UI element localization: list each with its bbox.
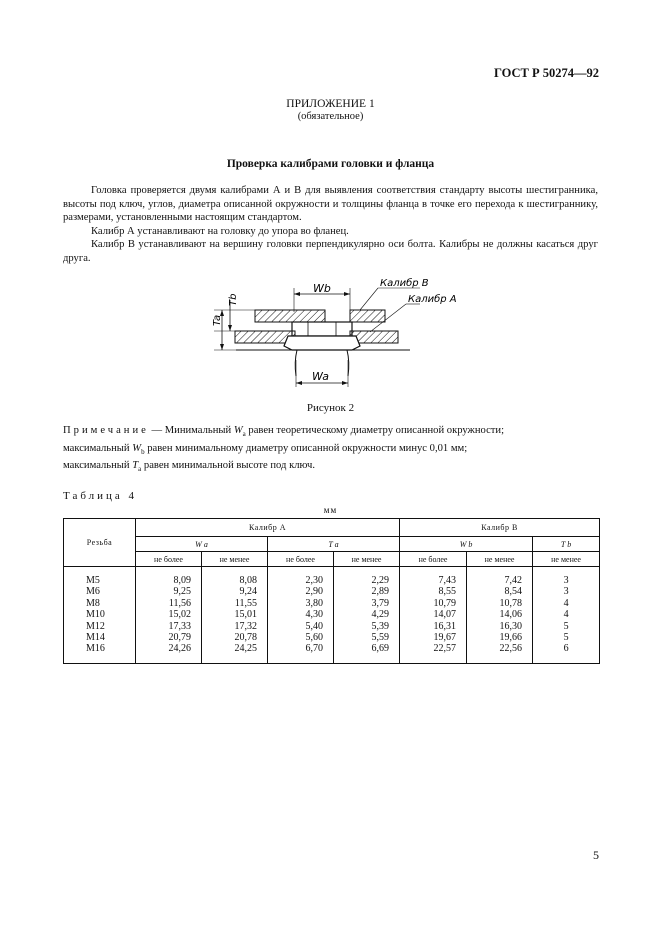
col-wb-max (400, 567, 467, 664)
table-cell: 5,59 (371, 632, 390, 644)
wa-label: Wa (312, 370, 330, 383)
table-cell: 3,80 (305, 597, 323, 609)
table-cell: 2,89 (371, 586, 390, 598)
col-ta-max (268, 567, 334, 664)
table-cell: 17,33 (168, 620, 191, 632)
table-cell: M6 (86, 586, 100, 598)
table-cell: 2,90 (305, 586, 323, 598)
kalibr-b-right-plate (350, 310, 385, 322)
table-cell: 5 (563, 632, 569, 644)
kalibr-b-left-plate (255, 310, 325, 322)
table-cell: 19,66 (499, 632, 523, 644)
table-cell: M14 (86, 632, 105, 644)
group-b-header: Калибр В (400, 519, 600, 537)
table-cell: 4,29 (371, 609, 390, 621)
table-caption: Таблица 4 (63, 490, 138, 502)
wb-label: Wb (313, 282, 331, 295)
section-title: Проверка калибрами головки и фланца (226, 158, 435, 170)
table-cell: 4 (563, 597, 569, 609)
table-cell: 14,06 (499, 609, 523, 621)
table-cell: 4,30 (305, 609, 323, 621)
table-cell: 20,78 (234, 632, 257, 644)
paragraph-1: Головка проверяется двумя калибрами А и В для выявления соответствия стандарту высоты шестигранника, высоты под ключ, углов, диаметра описанной окружности и толщины фланца в точке его перехода к шестиграннику, размерами, установленными настоящим стандартом. (63, 185, 598, 224)
table-cell: 16,30 (499, 620, 523, 632)
table-cell: 19,67 (433, 632, 457, 644)
wb-min-header: не менее (467, 552, 533, 567)
table-cell: 9,25 (173, 586, 191, 598)
table-cell: M8 (86, 597, 100, 609)
figure-caption: Рисунок 2 (306, 402, 355, 414)
table-cell: M5 (86, 575, 100, 586)
note-line-2: максимальный $W_b$ равен минимальному диаметру описанной окружности минус 0,01 мм; (63, 442, 468, 456)
col-wb-min (467, 567, 533, 664)
table-cell: 7,43 (438, 575, 457, 586)
table-cell: 8,08 (239, 575, 257, 586)
tb-min-header: не менее (533, 552, 600, 567)
table-cell: 5,60 (305, 632, 323, 644)
table-cell: 8,09 (173, 575, 191, 586)
table-cell: 4 (563, 609, 569, 621)
note-line-3: максимальный $T_a$ равен минимальной высоте под ключ. (63, 460, 315, 474)
table-cell: 8,55 (438, 586, 457, 598)
bolt-head (292, 322, 352, 336)
col-ta-min (334, 567, 400, 664)
table-cell: M10 (86, 609, 105, 621)
kalibr-b-label: Калибр В (380, 278, 429, 289)
page-number: 5 (593, 848, 599, 862)
table-cell: 24,25 (234, 643, 257, 655)
table-cell: 16,31 (433, 620, 457, 632)
col-thread-header: Резьба (64, 519, 136, 567)
table-cell: 9,24 (239, 586, 257, 598)
table-cell: 10,78 (499, 597, 523, 609)
table-cell: 6 (563, 643, 569, 655)
table-cell: M12 (86, 620, 105, 632)
ta-min-header: не менее (334, 552, 400, 567)
table-cell: 3,79 (371, 597, 390, 609)
table-cell: 10,79 (433, 597, 457, 609)
wa-header: W a (136, 537, 268, 552)
body-text (63, 184, 598, 266)
bolt-flange (284, 336, 360, 350)
table-cell: 20,79 (168, 632, 191, 644)
table-cell: 7,42 (504, 575, 523, 586)
table-cell: 2,29 (371, 575, 390, 586)
ta-max-header: не более (268, 552, 334, 567)
kalibr-a-label: Калибр А (408, 294, 457, 305)
standard-number: ГОСТ Р 50274—92 (493, 66, 599, 80)
wb-header: W b (400, 537, 533, 552)
table-cell: 15,02 (168, 609, 191, 621)
table-unit: мм (323, 505, 338, 515)
wb-max-header: не более (400, 552, 467, 567)
tb-header: T b (533, 537, 600, 552)
appendix-subtitle: (обязательное) (297, 111, 364, 122)
table-cell: 6,69 (371, 643, 390, 655)
table-cell: 2,30 (305, 575, 323, 586)
ta-header: T a (268, 537, 400, 552)
table-cell: M16 (86, 643, 105, 655)
wa-min-header: не менее (202, 552, 268, 567)
paragraph-2: Калибр А устанавливают на головку до упора во фланец. (91, 225, 349, 237)
table-cell: 5,39 (371, 620, 390, 632)
col-tb-min (533, 567, 600, 664)
table-cell: 15,01 (234, 609, 257, 621)
table-cell: 3 (563, 586, 569, 598)
col-thread (64, 567, 136, 664)
tb-label: Tb (228, 293, 239, 306)
gauge-figure (200, 278, 457, 395)
table-cell: 17,32 (234, 620, 257, 632)
table-cell: 24,26 (168, 643, 191, 655)
table-cell: 5,40 (305, 620, 323, 632)
table-cell: 22,57 (433, 643, 457, 655)
table-cell: 6,70 (305, 643, 323, 655)
table-cell: 8,54 (504, 586, 523, 598)
note-line-1: Примечание — Минимальный $W_a$ равен теоретическому диаметру описанной окружности; (63, 425, 505, 439)
ta-label: Ta (212, 314, 223, 326)
table-cell: 22,56 (499, 643, 523, 655)
table-cell: 11,55 (234, 597, 257, 609)
table-cell: 11,56 (168, 597, 191, 609)
table-cell: 14,07 (433, 609, 457, 621)
dimensions-table (63, 518, 600, 664)
table-cell: 5 (563, 620, 569, 632)
note-word: Примечание (63, 425, 149, 436)
col-wa-min (202, 567, 268, 664)
wa-max-header: не более (136, 552, 202, 567)
paragraph-3: Калибр В устанавливают на вершину головки перпендикулярно оси болта. Калибры не должны касаться друг друга. (63, 239, 598, 264)
col-wa-max (136, 567, 202, 664)
appendix-title: ПРИЛОЖЕНИЕ 1 (286, 98, 375, 110)
group-a-header: Калибр А (136, 519, 400, 537)
table-cell: 3 (563, 575, 569, 586)
note-block (63, 424, 598, 477)
